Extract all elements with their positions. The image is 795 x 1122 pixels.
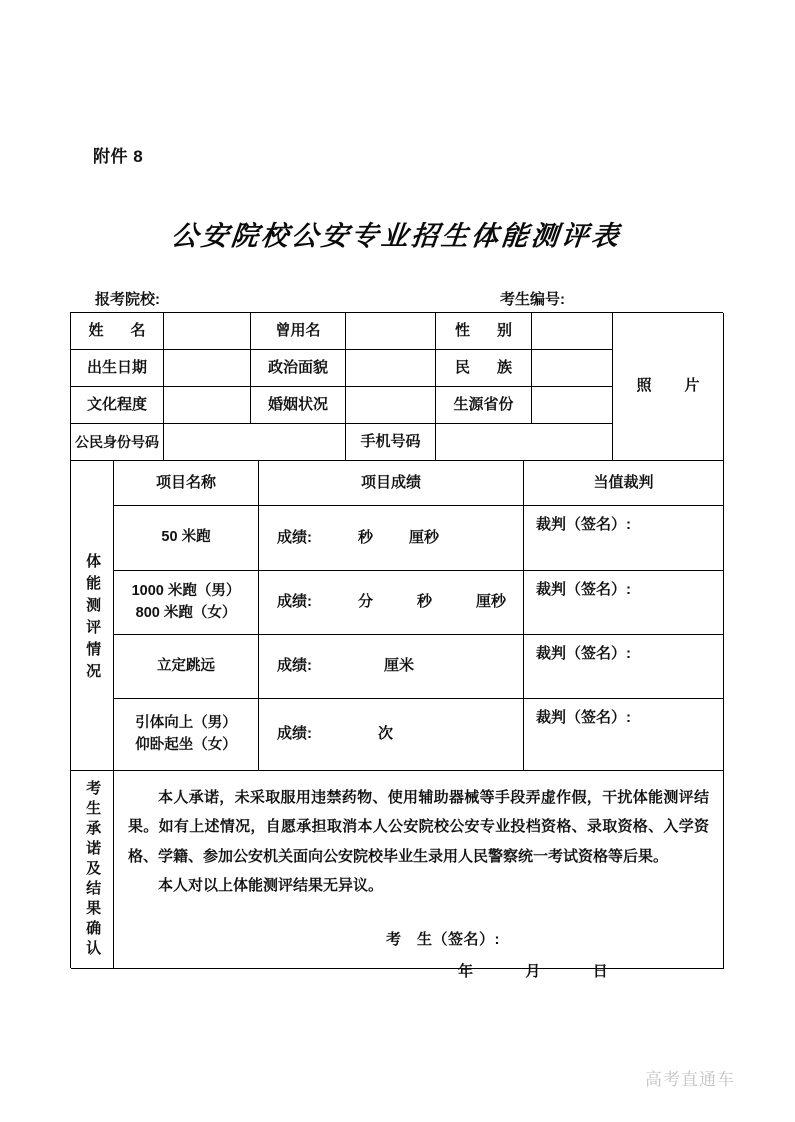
field-label-name: 姓 名 — [71, 313, 164, 350]
fitness-header-score: 项目成绩 — [259, 461, 524, 506]
signature-area — [128, 930, 709, 983]
score-unit-count: 次 — [378, 725, 394, 743]
score-unit-centimeters: 厘米 — [384, 657, 415, 675]
fitness-test-table — [70, 460, 723, 770]
declaration-table — [70, 770, 723, 981]
fitness-score-cell[interactable] — [259, 506, 524, 571]
applied-school-label: 报考院校: — [95, 291, 160, 308]
score-prefix: 成绩: — [277, 725, 312, 743]
fitness-header-referee: 当值裁判 — [524, 461, 724, 506]
watermark-text: 高考直通车 — [645, 1070, 735, 1089]
score-prefix: 成绩: — [277, 528, 312, 546]
score-unit-seconds: 秒 — [358, 528, 374, 546]
fitness-item-name — [114, 699, 259, 771]
signature-date-line[interactable] — [458, 962, 709, 982]
declaration-section-label: 考生承诺及结果确认 — [71, 771, 114, 969]
fitness-referee-cell[interactable]: 裁判（签名）: — [524, 571, 724, 635]
form-subheader — [70, 288, 723, 312]
field-value-birthdate[interactable] — [164, 350, 251, 387]
fitness-referee-cell[interactable]: 裁判（签名）: — [524, 506, 724, 571]
fitness-item-line1: 引体向上（男） — [135, 714, 237, 731]
fitness-item-line2: 仰卧起坐（女） — [135, 736, 237, 753]
field-label-education: 文化程度 — [71, 387, 164, 424]
field-value-education[interactable] — [164, 387, 251, 424]
fitness-referee-cell[interactable]: 裁判（签名）: — [524, 635, 724, 699]
candidate-number-label: 考生编号: — [500, 291, 565, 308]
field-value-source-province[interactable] — [532, 387, 613, 424]
score-unit-seconds: 秒 — [417, 593, 433, 611]
fitness-score-cell[interactable] — [259, 699, 524, 771]
field-label-gender: 性 别 — [436, 313, 532, 350]
field-label-marital-status: 婚姻状况 — [251, 387, 346, 424]
score-prefix: 成绩: — [277, 657, 312, 675]
field-value-gender[interactable] — [532, 313, 613, 350]
field-value-id-number[interactable] — [164, 424, 346, 461]
field-value-marital-status[interactable] — [346, 387, 436, 424]
score-unit-minutes: 分 — [358, 593, 374, 611]
field-value-phone[interactable] — [436, 424, 613, 461]
fitness-item-line1: 1000 米跑（男） — [131, 582, 241, 599]
fitness-item-name — [114, 635, 259, 699]
date-year-label: 年 — [458, 963, 474, 981]
declaration-paragraph-1: 本人承诺，未采取服用违禁药物、使用辅助器械等手段弄虚作假，干扰体能测评结果。如有上述情况，自愿承担取消本人公安院校公安专业投档资格、录取资格、入学资格、学籍、参加公安机关面向公安院校毕业生录用人民警察统一考试资格等后果。 — [128, 789, 709, 865]
field-value-former-name[interactable] — [346, 313, 436, 350]
fitness-item-name — [114, 506, 259, 571]
field-label-source-province: 生源省份 — [436, 387, 532, 424]
field-label-birthdate: 出生日期 — [71, 350, 164, 387]
page-title: 公安院校公安专业招生体能测评表 — [169, 221, 623, 251]
fitness-item-line2: 800 米跑（女） — [135, 604, 237, 621]
date-month-label: 月 — [525, 963, 541, 981]
date-day-label: 日 — [592, 963, 608, 981]
field-value-ethnicity[interactable] — [532, 350, 613, 387]
field-value-political-status[interactable] — [346, 350, 436, 387]
field-value-name[interactable] — [164, 313, 251, 350]
candidate-signature-label[interactable]: 考 生（签名）: — [386, 931, 500, 948]
fitness-score-cell[interactable] — [259, 571, 524, 635]
declaration-paragraph-2: 本人对以上体能测评结果无异议。 — [158, 876, 384, 894]
declaration-content — [114, 771, 724, 981]
fitness-score-cell[interactable] — [259, 635, 524, 699]
field-label-political-status: 政治面貌 — [251, 350, 346, 387]
fitness-section-label: 体能测评情况 — [71, 461, 114, 771]
score-prefix: 成绩: — [277, 593, 312, 611]
photo-placeholder[interactable]: 照 片 — [613, 313, 724, 461]
fitness-item-name — [114, 571, 259, 635]
fitness-referee-cell[interactable]: 裁判（签名）: — [524, 699, 724, 771]
fitness-header-item: 项目名称 — [114, 461, 259, 506]
score-unit-centiseconds: 厘秒 — [409, 528, 440, 546]
personal-info-table — [70, 312, 723, 460]
attachment-label: 附件 8 — [93, 147, 144, 166]
fitness-item-line1: 50 米跑 — [161, 529, 211, 546]
field-label-ethnicity: 民 族 — [436, 350, 532, 387]
fitness-item-line1: 立定跳远 — [157, 657, 215, 674]
field-label-id-number: 公民身份号码 — [71, 424, 164, 461]
score-unit-centiseconds: 厘秒 — [476, 593, 507, 611]
field-label-phone: 手机号码 — [346, 424, 436, 461]
field-label-former-name: 曾用名 — [251, 313, 346, 350]
